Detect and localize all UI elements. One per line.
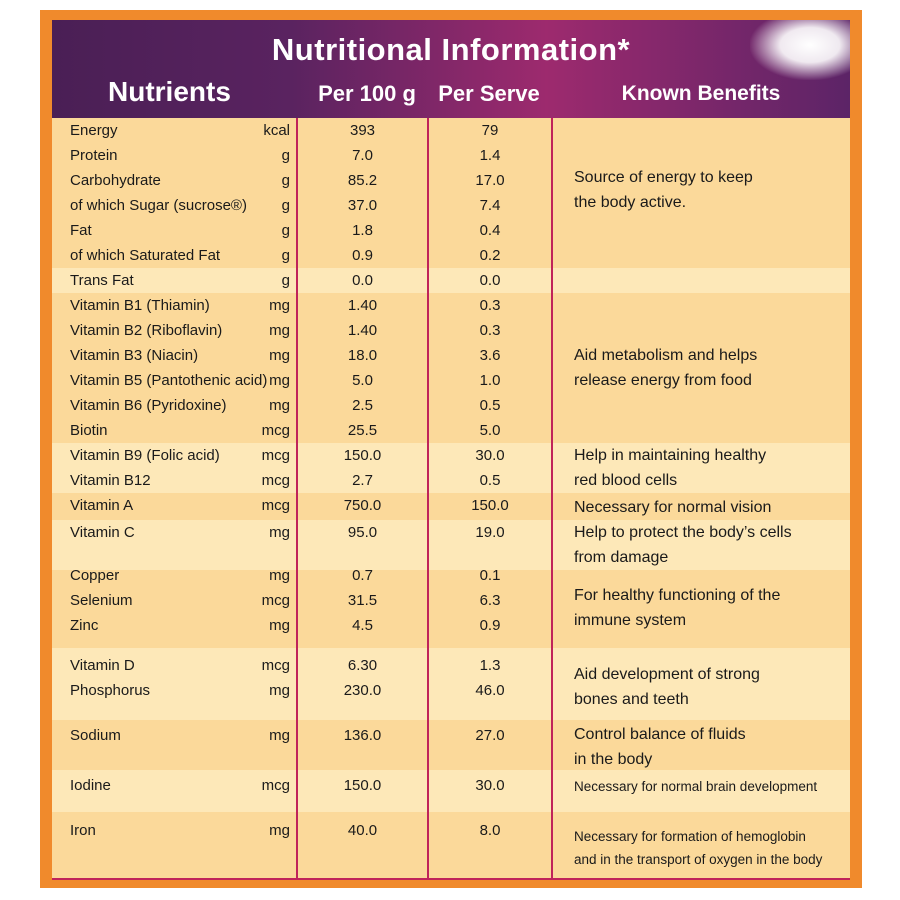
value-per-100g: 40.0 — [347, 822, 378, 839]
value-per-serve: 0.5 — [479, 472, 501, 489]
value-per-serve: 1.4 — [479, 147, 501, 164]
nutrient-unit: g — [281, 222, 290, 239]
value-per-serve: 27.0 — [475, 727, 505, 744]
nutrient-name: Fat — [70, 222, 92, 239]
nutrient-unit: mcg — [261, 657, 290, 674]
nutrient-unit: g — [281, 247, 290, 264]
benefit-line: from damage — [574, 549, 669, 566]
nutrient-unit: mg — [269, 617, 290, 634]
value-per-serve: 1.0 — [479, 372, 501, 389]
nutrient-name: Vitamin B3 (Niacin) — [70, 347, 199, 364]
value-per-serve: 0.2 — [479, 247, 501, 264]
nutrient-name: of which Sugar (sucrose®) — [70, 197, 247, 214]
nutrient-unit: mcg — [261, 447, 290, 464]
column-divider — [296, 118, 298, 880]
bottom-divider — [52, 878, 850, 880]
nutrient-name: Vitamin A — [70, 497, 134, 514]
benefit-line: Aid metabolism and helps — [574, 347, 758, 364]
nutrient-unit: mg — [269, 682, 290, 699]
value-per-serve: 19.0 — [475, 524, 505, 541]
nutrient-name: Biotin — [70, 422, 108, 439]
table-header — [52, 20, 850, 118]
benefit-text — [574, 775, 846, 798]
value-per-serve: 7.4 — [479, 197, 501, 214]
nutrient-name: Trans Fat — [70, 272, 134, 289]
value-per-serve: 0.4 — [479, 222, 501, 239]
value-per-100g: 1.40 — [347, 322, 378, 339]
benefit-line: in the body — [574, 751, 653, 768]
value-per-serve: 0.3 — [479, 322, 501, 339]
benefit-text — [574, 583, 846, 633]
value-per-100g: 37.0 — [347, 197, 378, 214]
benefit-text — [574, 495, 846, 520]
value-per-100g: 1.8 — [352, 222, 373, 239]
benefit-text — [574, 165, 846, 215]
benefit-text — [574, 662, 846, 712]
value-per-serve: 30.0 — [475, 447, 505, 464]
value-per-100g: 7.0 — [352, 147, 373, 164]
nutrient-unit: mg — [269, 822, 290, 839]
nutrient-name: Phosphorus — [70, 682, 151, 699]
nutrient-name: Energy — [70, 122, 118, 139]
value-per-100g: 95.0 — [347, 524, 378, 541]
nutrient-unit: mg — [269, 567, 290, 584]
benefit-line: Necessary for normal brain development — [574, 779, 818, 794]
value-per-100g: 0.9 — [352, 247, 373, 264]
nutrient-unit: g — [281, 272, 290, 289]
value-per-serve: 5.0 — [479, 422, 501, 439]
nutrient-name: Copper — [70, 567, 120, 584]
benefit-line: and in the transport of oxygen in the body — [574, 852, 823, 867]
nutrient-name: Vitamin B12 — [70, 472, 151, 489]
benefit-text — [574, 722, 846, 772]
value-per-100g: 393 — [349, 122, 376, 139]
benefit-text — [574, 343, 846, 393]
benefit-text — [574, 443, 846, 493]
value-per-serve: 0.3 — [479, 297, 501, 314]
nutrient-unit: g — [281, 172, 290, 189]
benefit-line: immune system — [574, 612, 687, 629]
nutrient-unit: mg — [269, 297, 290, 314]
nutrition-panel — [52, 20, 850, 880]
value-per-serve: 3.6 — [479, 347, 501, 364]
nutrient-name: Vitamin D — [70, 657, 135, 674]
nutrient-name: Iron — [70, 822, 96, 839]
nutrient-name: Vitamin B2 (Riboflavin) — [70, 322, 223, 339]
nutrient-name: Vitamin B9 (Folic acid) — [70, 447, 220, 464]
nutrient-name: Zinc — [70, 617, 99, 634]
benefit-line: Source of energy to keep — [574, 169, 753, 186]
benefit-line: Help in maintaining healthy — [574, 447, 767, 464]
value-per-serve: 150.0 — [471, 497, 509, 514]
nutrient-name: Vitamin B5 (Pantothenic acid) — [70, 372, 268, 389]
benefit-line: red blood cells — [574, 472, 678, 489]
value-per-100g: 750.0 — [343, 497, 382, 514]
value-per-100g: 1.40 — [347, 297, 378, 314]
benefit-line: the body active. — [574, 194, 687, 211]
benefit-line: Necessary for normal vision — [574, 499, 772, 516]
nutrient-name: Selenium — [70, 592, 133, 609]
benefit-line: release energy from food — [574, 372, 752, 389]
value-per-100g: 18.0 — [347, 347, 378, 364]
value-per-100g: 5.0 — [352, 372, 373, 389]
value-per-100g: 136.0 — [343, 727, 382, 744]
value-per-serve: 0.0 — [479, 272, 501, 289]
benefit-line: Control balance of fluids — [574, 726, 746, 743]
value-per-100g: 25.5 — [347, 422, 378, 439]
benefit-line: bones and teeth — [574, 691, 689, 708]
benefit-line: Aid development of strong — [574, 666, 760, 683]
benefit-line: Help to protect the body’s cells — [574, 524, 792, 541]
nutrient-name: Iodine — [70, 777, 111, 794]
benefit-line: For healthy functioning of the — [574, 587, 781, 604]
value-per-100g: 2.5 — [352, 397, 373, 414]
column-header-per-100g: Per 100 g — [318, 81, 416, 106]
value-per-serve: 0.9 — [479, 617, 501, 634]
nutrient-name: Vitamin C — [70, 524, 135, 541]
value-per-100g: 150.0 — [343, 777, 382, 794]
benefit-text — [574, 520, 846, 570]
column-divider — [551, 118, 553, 880]
nutrient-unit: mg — [269, 322, 290, 339]
nutrient-unit: mg — [269, 372, 290, 389]
page-title: Nutritional Information* — [271, 32, 631, 67]
value-per-serve: 8.0 — [479, 822, 501, 839]
nutrient-unit: g — [281, 147, 290, 164]
nutrient-name: Protein — [70, 147, 118, 164]
nutrient-unit: mg — [269, 727, 290, 744]
nutrient-unit: mg — [269, 347, 290, 364]
value-per-100g: 4.5 — [352, 617, 373, 634]
benefit-line: Necessary for formation of hemoglobin — [574, 829, 806, 844]
nutrient-unit: mg — [269, 397, 290, 414]
value-per-serve: 0.1 — [479, 567, 501, 584]
column-header-per-serve: Per Serve — [438, 81, 540, 106]
nutrient-unit: kcal — [263, 122, 290, 139]
nutrient-unit: mcg — [261, 422, 290, 439]
nutrient-name: Vitamin B1 (Thiamin) — [70, 297, 210, 314]
column-divider — [427, 118, 429, 880]
nutrient-unit: mcg — [261, 472, 290, 489]
benefit-text — [574, 825, 846, 871]
column-header-nutrients: Nutrients — [108, 76, 231, 107]
value-per-serve: 1.3 — [479, 657, 501, 674]
column-header-known-benefits: Known Benefits — [621, 82, 781, 105]
value-per-serve: 30.0 — [475, 777, 505, 794]
nutrient-unit: mcg — [261, 497, 290, 514]
nutrient-name: Sodium — [70, 727, 121, 744]
value-per-serve: 6.3 — [479, 592, 501, 609]
value-per-100g: 31.5 — [347, 592, 378, 609]
value-per-100g: 6.30 — [347, 657, 378, 674]
value-per-100g: 85.2 — [347, 172, 378, 189]
value-per-100g: 2.7 — [352, 472, 373, 489]
value-per-100g: 150.0 — [343, 447, 382, 464]
nutrient-unit: g — [281, 197, 290, 214]
value-per-serve: 79 — [481, 122, 499, 139]
nutrient-name: Vitamin B6 (Pyridoxine) — [70, 397, 227, 414]
value-per-serve: 17.0 — [475, 172, 505, 189]
value-per-100g: 0.7 — [352, 567, 373, 584]
nutrient-unit: mcg — [261, 592, 290, 609]
value-per-serve: 46.0 — [475, 682, 505, 699]
value-per-100g: 230.0 — [343, 682, 382, 699]
value-per-serve: 0.5 — [479, 397, 501, 414]
nutrient-name: of which Saturated Fat — [70, 247, 221, 264]
nutrient-name: Carbohydrate — [70, 172, 161, 189]
value-per-100g: 0.0 — [352, 272, 373, 289]
nutrient-unit: mg — [269, 524, 290, 541]
nutrient-unit: mcg — [261, 777, 290, 794]
